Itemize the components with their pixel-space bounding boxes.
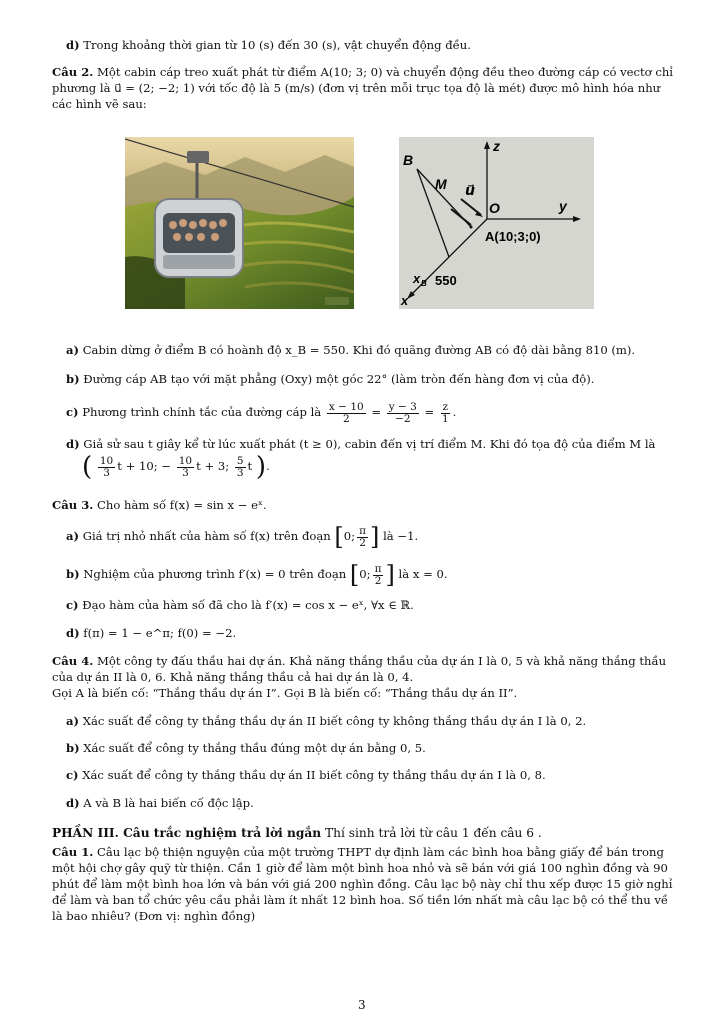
option-letter: d) bbox=[66, 38, 80, 52]
question-4-line-2: của dự án II là 0, 6. Khả năng thắng thầu cả hai dự án là 0, 4. bbox=[52, 670, 414, 684]
question-label: Câu 2. bbox=[52, 65, 94, 79]
label-550: 550 bbox=[435, 273, 457, 288]
question-2-line-1 bbox=[52, 65, 673, 80]
fraction: $\frac{z}{1}$ bbox=[441, 400, 449, 425]
label-O: O bbox=[489, 200, 500, 216]
question-2-option-d bbox=[66, 437, 655, 452]
fraction: $\frac{y - 3}{-2}$ bbox=[388, 400, 417, 425]
question-4-line-3: Gọi A là biến cố: “Thắng thầu dự án I”. Gọi B là biến cố: “Thắng thầu dự án II”. bbox=[52, 686, 518, 700]
option-letter: b) bbox=[66, 372, 80, 386]
section-question-1-line-1: Câu 1. Câu lạc bộ thiện nguyện của một trường THPT dự định làm các bình hoa bằng giấy để bán trong bbox=[52, 845, 664, 859]
label-B: B bbox=[403, 152, 414, 168]
label-z: z bbox=[493, 138, 500, 154]
question-label: Câu 4. bbox=[52, 654, 94, 668]
label-A: A(10;3;0) bbox=[485, 229, 541, 244]
question-2-option-d-coords: ( $\frac{10}{3}$ t + 10; − $\frac{10}{3}$ t + 3; $\frac{5}{3}$ t ). bbox=[82, 452, 270, 482]
cable-car-photo bbox=[125, 137, 354, 309]
section-question-1-line-3: phút để làm một bình hoa lớn và bán với giá 200 nghìn đồng. Câu lạc bộ này chỉ thu xếp được 15 giờ nghỉ bbox=[52, 877, 673, 891]
section-heading: PHẦN III. Câu trắc nghiệm trả lời ngắn Thí sinh trả lời từ câu 1 đến câu 6 . bbox=[52, 826, 542, 840]
question-2-option-a bbox=[66, 343, 635, 358]
question-2-line-3: các hình vẽ sau: bbox=[52, 97, 147, 111]
question-4-option-d: d) A và B là hai biến cố độc lập. bbox=[66, 796, 254, 810]
question-text: Một cabin cáp treo xuất phát từ điểm A(10; 3; 0) và chuyển động đều theo đường cáp có vectơ chỉ bbox=[97, 65, 674, 79]
prev-question-option-d bbox=[66, 38, 471, 53]
vector-u-parallel bbox=[451, 209, 471, 225]
question-2-option-c: c) Phương trình chính tắc của đường cáp là $\frac{x - 10}{2}$ = $\frac{y - 3}{-2}$ = $\frac{z}{1}$ . bbox=[66, 400, 457, 425]
question-label: Câu 3. bbox=[52, 498, 94, 512]
fraction: $\frac{x - 10}{2}$ bbox=[328, 400, 364, 425]
question-4-option-c: c) Xác suất để công ty thắng thầu dự án II biết công ty thắng thầu dự án I là 0, 8. bbox=[66, 768, 546, 782]
question-3-option-b: b) Nghiệm của phương trình f′(x) = 0 trên đoạn [0; $\frac{\pi}{2}$ ] là x = 0. bbox=[66, 561, 448, 589]
option-text: Phương trình chính tắc của đường cáp là bbox=[82, 405, 322, 419]
page-number: 3 bbox=[358, 998, 366, 1012]
option-letter: a) bbox=[66, 343, 79, 357]
question-2-option-b bbox=[66, 372, 594, 387]
section-question-1-line-4: để làm và ban tổ chức yêu cầu phải làm ít nhất 12 bình hoa. Số tiền lớn nhất mà câu lạc bộ có thể thu về bbox=[52, 893, 669, 907]
option-text: Trong khoảng thời gian từ 10 (s) đến 30 (s), vật chuyển động đều. bbox=[83, 38, 471, 52]
label-y: y bbox=[559, 198, 567, 214]
coordinate-diagram bbox=[399, 137, 594, 309]
label-xB: x bbox=[413, 271, 421, 286]
label-u: u⃗ bbox=[465, 182, 475, 198]
question-4-option-a: a) Xác suất để công ty thắng thầu dự án II biết công ty không thắng thầu dự án I là 0, 2. bbox=[66, 714, 587, 728]
label-x: x bbox=[401, 293, 409, 308]
option-text: Giả sử sau t giây kể từ lúc xuất phát (t ≥ 0), cabin đến vị trí điểm M. Khi đó tọa độ của điểm M là bbox=[83, 437, 656, 451]
section-question-1-line-2: một hội chợ gây quỹ từ thiện. Cần 1 giờ để làm một bình hoa nhỏ và sẽ bán với giá 100 nghìn đồng và 90 bbox=[52, 861, 668, 875]
question-4-option-b: b) Xác suất để công ty thắng thầu đúng một dự án bằng 0, 5. bbox=[66, 741, 426, 755]
question-3-option-d: d) f(π) = 1 − e^π; f(0) = −2. bbox=[66, 626, 237, 640]
option-text: Cabin dừng ở điểm B có hoành độ x_B = 550. Khi đó quãng đường AB có độ dài bằng 810 (m). bbox=[82, 343, 636, 357]
question-text: Cho hàm số f(x) = sin x − eˣ. bbox=[97, 498, 267, 512]
section-question-1-line-5: là bao nhiêu? (Đơn vị: nghìn đồng) bbox=[52, 909, 256, 923]
question-3-stem bbox=[52, 498, 267, 513]
label-M: M bbox=[435, 176, 447, 192]
label-xB-sub: B bbox=[421, 279, 427, 288]
option-letter: d) bbox=[66, 437, 80, 451]
question-3-option-c: c) Đạo hàm của hàm số đã cho là f′(x) = cos x − eˣ, ∀x ∈ ℝ. bbox=[66, 598, 414, 612]
option-letter: c) bbox=[66, 405, 79, 419]
question-4-line-1: Câu 4. Một công ty đấu thầu hai dự án. Khả năng thắng thầu của dự án I là 0, 5 và khả năng thắng thầu bbox=[52, 654, 667, 668]
question-2-line-2: phương là u⃗ = (2; −2; 1) với tốc độ là 5 (m/s) (đơn vị trên mỗi trục tọa độ là mét) được mô hình hóa như bbox=[52, 81, 661, 95]
option-text: Đường cáp AB tạo với mặt phẳng (Oxy) một góc 22° (làm tròn đến hàng đơn vị của độ). bbox=[83, 372, 595, 386]
question-3-option-a: a) Giá trị nhỏ nhất của hàm số f(x) trên đoạn [0; $\frac{\pi}{2}$ ] là −1. bbox=[66, 523, 419, 551]
